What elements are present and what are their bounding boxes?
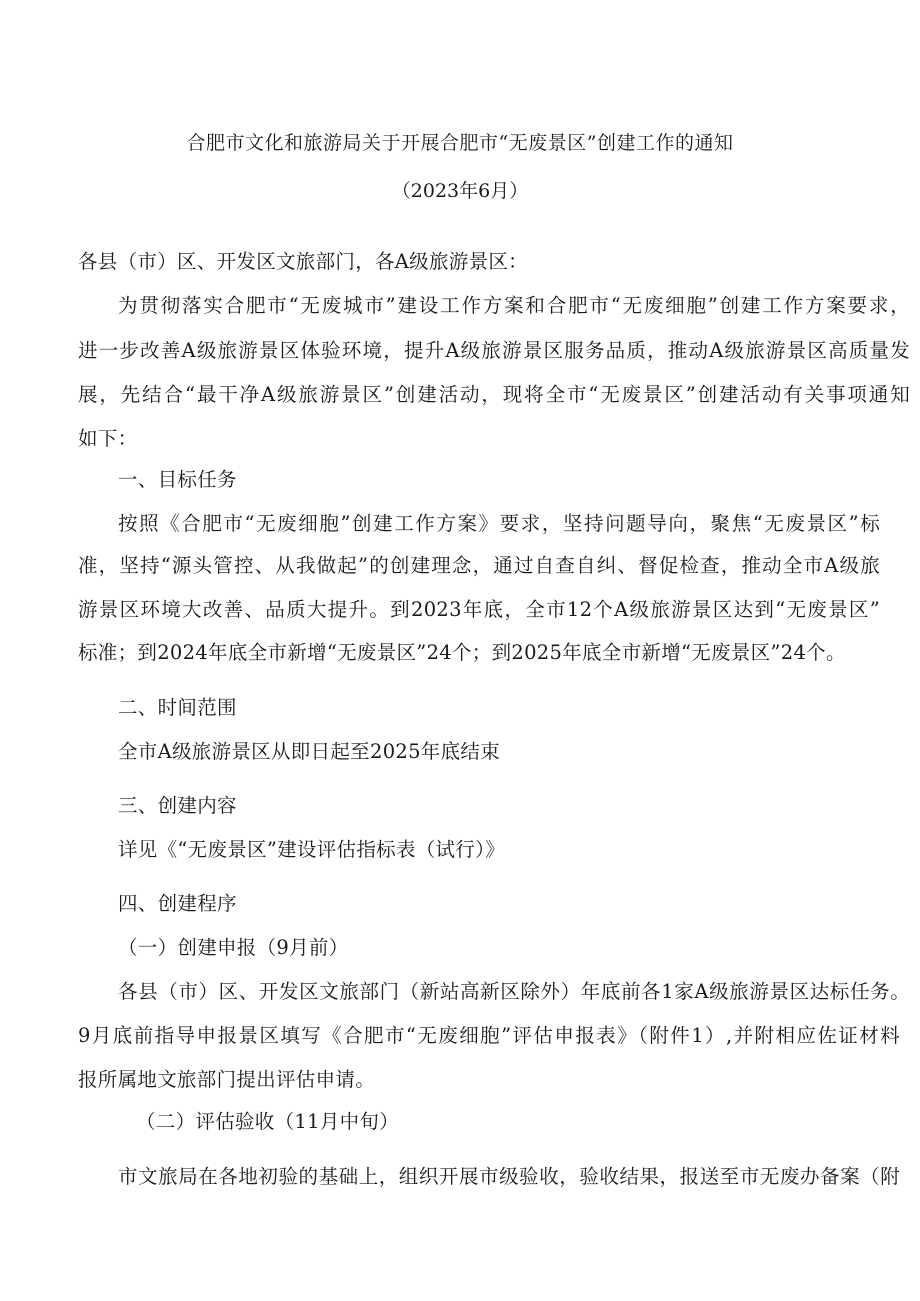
section-1-line-1: 按照《合肥市“无废细胞”创建工作方案》要求，坚持问题导向，聚焦“无废景区”标 — [118, 512, 880, 535]
section-2-heading: 二、时间范围 — [118, 696, 237, 719]
section-4-heading: 四、创建程序 — [118, 892, 237, 915]
section-1-line-2: 准，坚持“源头管控、从我做起”的创建理念，通过自查自纠、督促检查，推动全市A级旅 — [78, 554, 880, 577]
section-3-line: 详见《“无废景区”建设评估指标表（试行）》 — [118, 838, 505, 861]
section-1-line-4: 标准；到2024年底全市新增“无废景区”24个；到2025年底全市新增“无废景区”24个。 — [78, 641, 846, 664]
intro-line-2: 进一步改善A级旅游景区体验环境，提升A级旅游景区服务品质，推动A级旅游景区高质量发 — [78, 339, 910, 362]
section-4-sub-1-line-3: 报所属地文旅部门提出评估申请。 — [78, 1068, 376, 1091]
document-title: 合肥市文化和旅游局关于开展合肥市“无废景区”创建工作的通知 — [186, 132, 734, 154]
section-4-sub-1-heading: （一）创建申报（9月前） — [118, 936, 349, 959]
intro-line-3: 展，先结合“最干净A级旅游景区”创建活动，现将全市“无废景区”创建活动有关事项通知 — [78, 383, 910, 406]
section-4-sub-1-line-1: 各县（市）区、开发区文旅部门（新站高新区除外）年底前各1家A级旅游景区达标任务。 — [118, 980, 910, 1003]
section-1-heading: 一、目标任务 — [118, 468, 237, 491]
section-4-sub-1-line-2: 9月底前指导申报景区填写《合肥市“无废细胞”评估申报表》（附件1）,并附相应佐证材料 — [78, 1024, 900, 1047]
section-1-line-3: 游景区环境大改善、品质大提升。到2023年底，全市12个A级旅游景区达到“无废景区” — [78, 598, 880, 621]
section-4-sub-2-heading: （二）评估验收（11月中旬） — [136, 1110, 400, 1133]
section-3-heading: 三、创建内容 — [118, 794, 237, 817]
salutation: 各县（市）区、开发区文旅部门，各A级旅游景区： — [78, 250, 528, 273]
intro-line-1: 为贯彻落实合肥市“无废城市”建设工作方案和合肥市“无废细胞”创建工作方案要求， — [118, 294, 910, 317]
section-2-line: 全市A级旅游景区从即日起至2025年底结束 — [118, 740, 501, 763]
section-4-sub-2-line-1: 市文旅局在各地初验的基础上，组织开展市级验收，验收结果，报送至市无废办备案（附 — [118, 1165, 900, 1188]
document-date: （2023年6月） — [391, 180, 529, 202]
intro-line-4: 如下： — [78, 427, 138, 450]
